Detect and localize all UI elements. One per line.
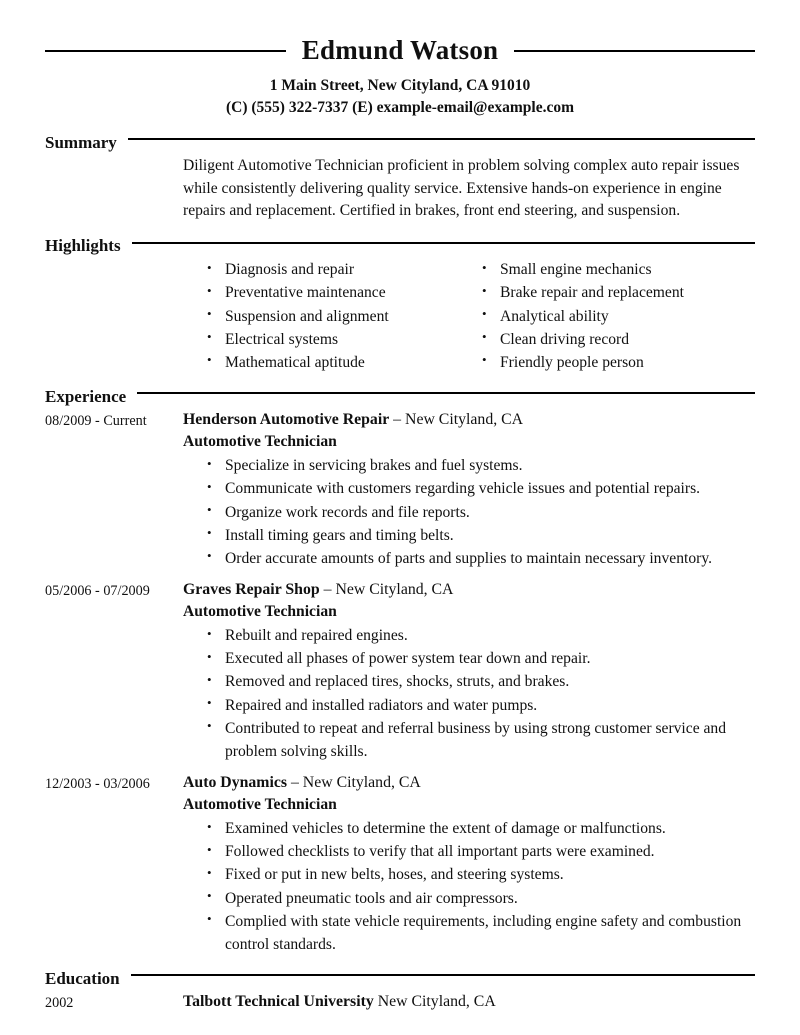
experience-dates: 05/2006 - 07/2009 <box>45 582 150 599</box>
list-item: • Mathematical aptitude <box>205 351 480 374</box>
list-item: • Clean driving record <box>480 328 755 351</box>
list-item: • Contributed to repeat and referral business by using strong customer service and problem solving skills. <box>205 717 755 763</box>
section-experience-rule <box>137 392 755 394</box>
contact-address: 1 Main Street, New Cityland, CA 91010 <box>269 76 531 94</box>
list-item: • Preventative maintenance <box>205 281 480 304</box>
name-rule-right <box>514 50 755 52</box>
list-item: • Organize work records and file reports. <box>205 501 755 524</box>
list-item: • Communicate with customers regarding vehicle issues and potential repairs. <box>205 477 755 500</box>
section-highlights-title: Highlights <box>45 236 121 256</box>
section-highlights <box>45 237 755 373</box>
experience-entry <box>45 772 755 956</box>
experience-separator: – <box>389 410 406 428</box>
experience-separator: – <box>319 580 336 598</box>
list-item: • Complied with state vehicle requirements, including engine safety and combustion control standards. <box>205 910 755 956</box>
experience-company-line <box>183 579 755 601</box>
experience-entry <box>45 579 755 763</box>
experience-dates: 12/2003 - 03/2006 <box>45 775 150 792</box>
highlights-column-1 <box>205 258 480 373</box>
list-item: • Removed and replaced tires, shocks, struts, and brakes. <box>205 670 755 693</box>
list-item: • Examined vehicles to determine the extent of damage or malfunctions. <box>205 817 755 840</box>
experience-details <box>183 772 755 956</box>
experience-bullets <box>205 454 755 569</box>
section-education <box>45 970 755 1014</box>
experience-details <box>183 409 755 570</box>
list-item: • Operated pneumatic tools and air compressors. <box>205 887 755 910</box>
list-item: • Install timing gears and timing belts. <box>205 524 755 547</box>
section-summary-head <box>45 134 755 151</box>
list-item: • Brake repair and replacement <box>480 281 755 304</box>
experience-company-line <box>183 409 755 431</box>
section-summary <box>45 134 755 224</box>
section-experience-head <box>45 388 755 405</box>
list-item: • Specialize in servicing brakes and fuel systems. <box>205 454 755 477</box>
list-item: • Friendly people person <box>480 351 755 374</box>
name-row <box>45 36 755 66</box>
section-highlights-rule <box>132 242 755 244</box>
experience-company: Graves Repair Shop <box>183 580 320 598</box>
list-item: • Followed checklists to verify that all important parts were examined. <box>205 840 755 863</box>
experience-location: New Cityland, CA <box>302 773 421 791</box>
list-item: • Small engine mechanics <box>480 258 755 281</box>
candidate-name: Edmund Watson <box>301 35 499 65</box>
experience-bullets <box>205 624 755 762</box>
section-summary-body <box>45 155 755 224</box>
section-summary-rule <box>128 138 755 140</box>
experience-company-line <box>183 772 755 794</box>
highlights-column-2 <box>480 258 755 373</box>
list-item: • Executed all phases of power system tear down and repair. <box>205 647 755 670</box>
list-item: • Analytical ability <box>480 305 755 328</box>
contact-phone-email: (C) (555) 322-7337 (E) example-email@example.com <box>225 99 574 117</box>
highlights-list-2 <box>480 258 755 373</box>
section-education-rule <box>131 974 755 976</box>
resume-header <box>45 0 755 120</box>
section-highlights-head <box>45 237 755 254</box>
section-experience-body <box>45 409 755 956</box>
education-entry <box>45 991 755 1014</box>
section-education-title: Education <box>45 968 120 988</box>
education-school: Talbott Technical University <box>183 992 374 1010</box>
section-summary-title: Summary <box>45 132 117 152</box>
experience-entry <box>45 409 755 570</box>
experience-dates: 08/2009 - Current <box>45 412 147 429</box>
list-item: • Fixed or put in new belts, hoses, and steering systems. <box>205 863 755 886</box>
section-education-body <box>45 991 755 1014</box>
list-item: • Repaired and installed radiators and water pumps. <box>205 694 755 717</box>
name-rule-left <box>45 50 286 52</box>
experience-company: Auto Dynamics <box>183 773 287 791</box>
education-details <box>183 991 755 1014</box>
summary-paragraph: Diligent Automotive Technician proficient in problem solving complex auto repair issues while consistently delivering quality service. Extensive hands-on experience in engine repairs and replacement. Certified in brakes, front end steering, and suspension. <box>183 156 740 220</box>
section-education-head <box>45 970 755 987</box>
experience-role: Automotive Technician <box>183 603 337 621</box>
experience-role: Automotive Technician <box>183 796 337 814</box>
experience-company: Henderson Automotive Repair <box>183 410 390 428</box>
highlights-columns <box>205 258 755 373</box>
list-item: • Rebuilt and repaired engines. <box>205 624 755 647</box>
list-item: • Suspension and alignment <box>205 305 480 328</box>
section-highlights-body <box>45 258 755 373</box>
experience-details <box>183 579 755 763</box>
list-item: • Diagnosis and repair <box>205 258 480 281</box>
experience-role: Automotive Technician <box>183 433 337 451</box>
experience-bullets <box>205 817 755 955</box>
education-location-text: New Cityland, CA <box>377 992 496 1010</box>
section-experience <box>45 388 755 956</box>
highlights-list-1 <box>205 258 480 373</box>
experience-separator: – <box>287 773 303 791</box>
list-item: • Order accurate amounts of parts and supplies to maintain necessary inventory. <box>205 547 755 570</box>
experience-location: New Cityland, CA <box>405 410 524 428</box>
section-experience-title: Experience <box>45 386 127 406</box>
experience-location: New Cityland, CA <box>335 580 454 598</box>
education-year: 2002 <box>45 994 74 1011</box>
list-item: • Electrical systems <box>205 328 480 351</box>
